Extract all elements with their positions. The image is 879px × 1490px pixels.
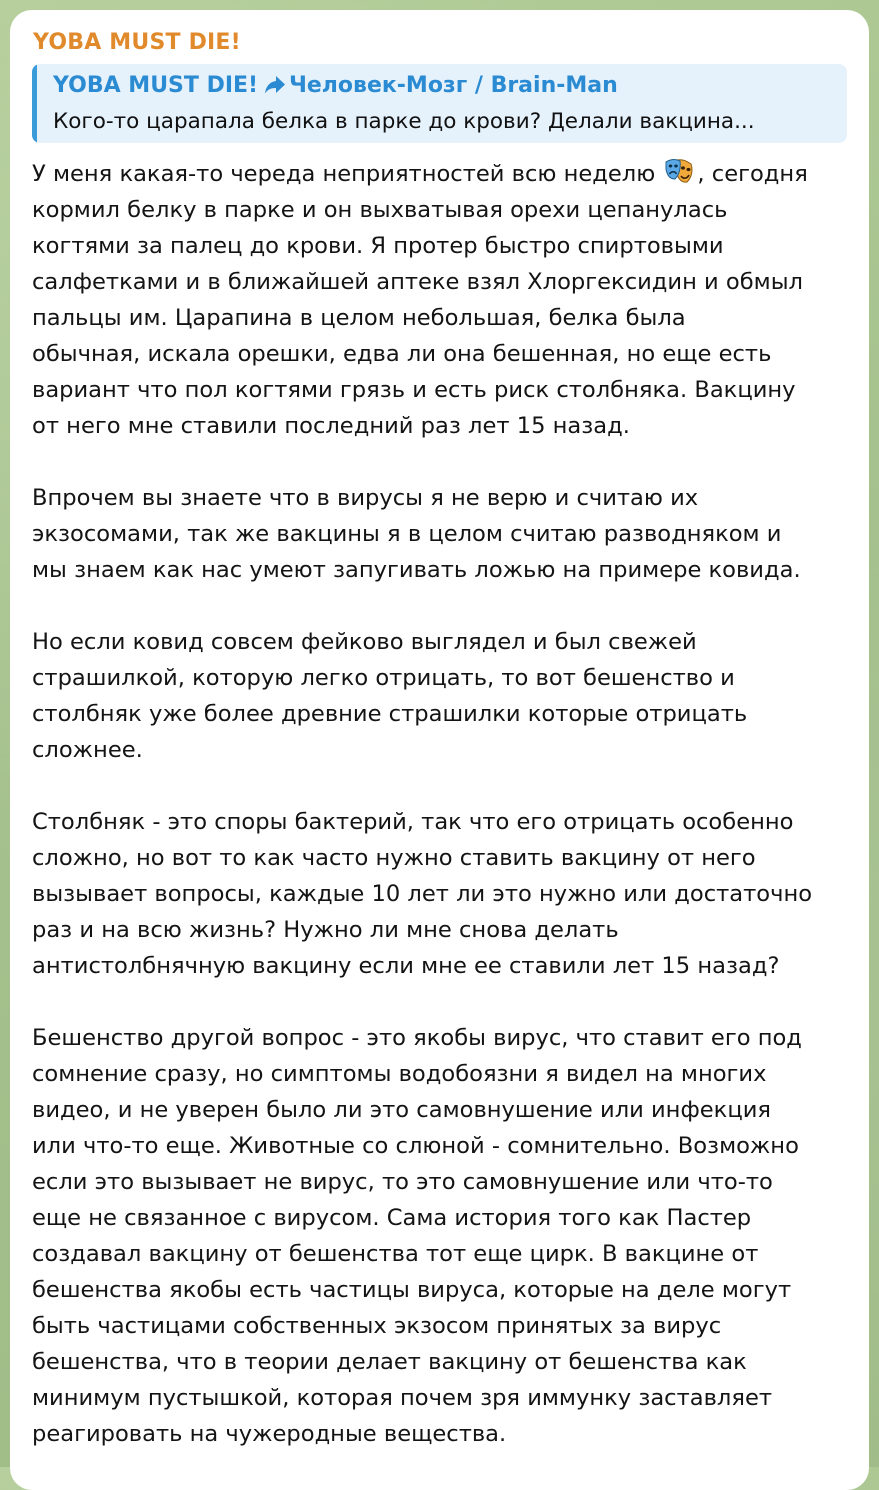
message-text [32,156,864,1452]
message-line: Бешенство другой вопрос - это якобы вирус, что ставит его под [32,1025,802,1051]
message-line: столбняк уже более древние страшилки которые отрицать [32,701,748,727]
message-line: от него мне ставили последний раз лет 15 назад. [32,413,630,439]
message-line-part: , сегодня [697,161,808,187]
message-line: Столбняк - это споры бактерий, так что его отрицать особенно [32,809,794,835]
message-line: еще не связанное с вирусом. Сама история того как Пастер [32,1205,752,1231]
reply-preview[interactable] [32,64,847,143]
reply-header [53,73,618,101]
paragraph-gap [32,984,864,1020]
message-line: страшилкой, которую легко отрицать, то вот бешенство и [32,665,735,691]
message-line-part: У меня какая-то череда неприятностей всю неделю [32,161,663,187]
message-line: видео, и не уверен было ли это самовнушение или инфекция [32,1097,771,1123]
reply-from: YOBA MUST DIE! [53,73,259,98]
message-line: бешенства, что в теории делает вакцину от бешенства как [32,1349,747,1375]
reply-accent-bar [32,64,37,143]
message-line: быть частицами собственных экзосом принятых за вирус [32,1313,722,1339]
reply-to: Человек-Мозг / Brain-Man [289,73,618,98]
message-line: сложнее. [32,737,143,763]
message-line: салфетками и в ближайшей аптеке взял Хлоргексидин и обмыл [32,269,804,295]
message-line: экзосомами, так же вакцины я в целом считаю разводняком и [32,521,782,547]
reply-text: Кого-то царапала белка в парке до крови? Делали вакцина... [53,109,755,134]
message-line: пальцы им. Царапина в целом небольшая, белка была [32,305,686,331]
message-bubble[interactable] [10,10,869,1490]
message-line: создавал вакцину от бешенства тот еще цирк. В вакцине от [32,1241,759,1267]
message-line: антистолбнячную вакцину если мне ее ставили лет 15 назад? [32,953,780,979]
message-line: Впрочем вы знаете что в вирусы я не верю и считаю их [32,485,699,511]
message-line: бешенства якобы есть частицы вируса, которые на деле могут [32,1277,792,1303]
message-line: или что-то еще. Животные со слюной - сомнительно. Возможно [32,1133,799,1159]
sender-name[interactable]: YOBA MUST DIE! [33,30,241,55]
message-line: мы знаем как нас умеют запугивать ложью на примере ковида. [32,557,801,583]
message-line: минимум пустышкой, которая почем зря иммунку заставляет [32,1385,773,1411]
message-line: сложно, но вот то как часто нужно ставить вакцину от него [32,845,756,871]
message-line: сомнение сразу, но симптомы водобоязни я видел на многих [32,1061,767,1087]
message-line: раз и на всю жизнь? Нужно ли мне снова делать [32,917,619,943]
forward-arrow-icon [264,75,286,101]
paragraph-gap [32,588,864,624]
message-line: когтями за палец до крови. Я протер быстро спиртовыми [32,233,724,259]
performing-arts-masks-icon [664,157,696,187]
message-line: реагировать на чужеродные вещества. [32,1421,507,1447]
message-line: Но если ковид совсем фейково выглядел и был свежей [32,629,697,655]
message-line: если это вызывает не вирус, то это самовнушение или что-то [32,1169,773,1195]
paragraph-gap [32,768,864,804]
message-line: кормил белку в парке и он выхватывая орехи цепанулась [32,197,728,223]
message-line: обычная, искала орешки, едва ли она бешенная, но еще есть [32,341,772,367]
message-line: вариант что пол когтями грязь и есть риск столбняка. Вакцину [32,377,796,403]
message-line [32,156,864,192]
paragraph-gap [32,444,864,480]
message-line: вызывает вопросы, каждые 10 лет ли это нужно или достаточно [32,881,813,907]
